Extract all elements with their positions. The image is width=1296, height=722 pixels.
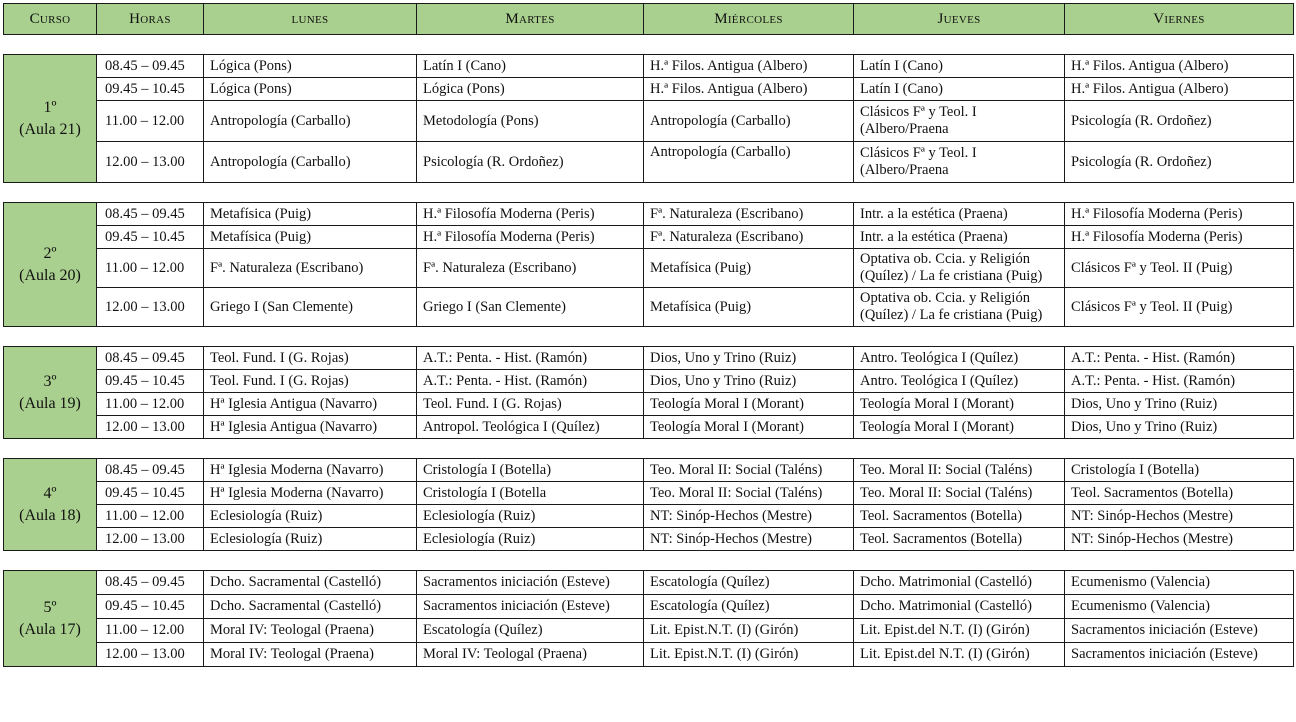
class-cell-jueves: Teo. Moral II: Social (Taléns): [854, 459, 1065, 482]
class-cell-martes: Eclesiología (Ruiz): [417, 528, 644, 551]
class-cell-lunes: Teol. Fund. I (G. Rojas): [204, 347, 417, 370]
class-cell-lunes: Eclesiología (Ruiz): [204, 528, 417, 551]
header-row: [4, 4, 1294, 35]
schedule-row: [4, 416, 1294, 439]
class-cell-jueves: Teología Moral I (Morant): [854, 416, 1065, 439]
class-cell-miercoles: Metafísica (Puig): [644, 288, 854, 327]
class-cell-martes: Teol. Fund. I (G. Rojas): [417, 393, 644, 416]
schedule-row: [4, 249, 1294, 288]
header-horas: Horas: [97, 4, 204, 35]
curso-label: 1º: [43, 98, 57, 116]
class-cell-lunes: Moral IV: Teologal (Praena): [204, 643, 417, 667]
class-cell-jueves: Dcho. Matrimonial (Castelló): [854, 571, 1065, 595]
class-cell-martes: Fª. Naturaleza (Escribano): [417, 249, 644, 288]
aula-label: (Aula 19): [19, 394, 81, 412]
schedule-row: [4, 101, 1294, 142]
schedule-row: [4, 619, 1294, 643]
spacer-cell: [4, 439, 1294, 459]
class-cell-viernes: Clásicos Fª y Teol. II (Puig): [1065, 249, 1294, 288]
header-curso: Curso: [4, 4, 97, 35]
hora-cell: 12.00 – 13.00: [97, 416, 204, 439]
class-cell-martes: Sacramentos iniciación (Esteve): [417, 595, 644, 619]
class-cell-miercoles: Lit. Epist.N.T. (I) (Girón): [644, 619, 854, 643]
spacer-cell: [4, 183, 1294, 203]
class-cell-jueves: Dcho. Matrimonial (Castelló): [854, 595, 1065, 619]
class-cell-miercoles: Escatología (Quílez): [644, 595, 854, 619]
schedule-row: [4, 393, 1294, 416]
class-cell-martes: Cristología I (Botella): [417, 459, 644, 482]
hora-cell: 12.00 – 13.00: [97, 288, 204, 327]
spacer-cell: [4, 327, 1294, 347]
class-cell-lunes: Teol. Fund. I (G. Rojas): [204, 370, 417, 393]
schedule-row: [4, 595, 1294, 619]
class-cell-martes: Eclesiología (Ruiz): [417, 505, 644, 528]
class-cell-viernes: Sacramentos iniciación (Esteve): [1065, 643, 1294, 667]
group-spacer: [4, 35, 1294, 55]
class-cell-lunes: Moral IV: Teologal (Praena): [204, 619, 417, 643]
hora-cell: 08.45 – 09.45: [97, 459, 204, 482]
class-cell-jueves: Teol. Sacramentos (Botella): [854, 505, 1065, 528]
class-cell-lunes: Lógica (Pons): [204, 78, 417, 101]
class-cell-viernes: H.ª Filos. Antigua (Albero): [1065, 55, 1294, 78]
class-cell-viernes: Psicología (R. Ordoñez): [1065, 142, 1294, 183]
class-cell-miercoles: Lit. Epist.N.T. (I) (Girón): [644, 643, 854, 667]
header-jueves: Jueves: [854, 4, 1065, 35]
class-cell-jueves: Clásicos Fª y Teol. I (Albero/Praena: [854, 101, 1065, 142]
schedule-row: [4, 528, 1294, 551]
group-spacer: [4, 327, 1294, 347]
class-cell-viernes: Ecumenismo (Valencia): [1065, 595, 1294, 619]
schedule-row: [4, 288, 1294, 327]
class-cell-viernes: H.ª Filosofía Moderna (Peris): [1065, 226, 1294, 249]
class-cell-jueves: Lit. Epist.del N.T. (I) (Girón): [854, 643, 1065, 667]
class-cell-viernes: NT: Sinóp-Hechos (Mestre): [1065, 528, 1294, 551]
class-cell-miercoles: Antropología (Carballo): [644, 142, 854, 183]
class-cell-jueves: Clásicos Fª y Teol. I (Albero/Praena: [854, 142, 1065, 183]
spacer-cell: [4, 551, 1294, 571]
class-cell-martes: H.ª Filosofía Moderna (Peris): [417, 203, 644, 226]
class-cell-martes: Moral IV: Teologal (Praena): [417, 643, 644, 667]
aula-label: (Aula 21): [19, 120, 81, 138]
hora-cell: 11.00 – 12.00: [97, 393, 204, 416]
group-spacer: [4, 439, 1294, 459]
aula-label: (Aula 17): [19, 620, 81, 638]
class-cell-viernes: H.ª Filosofía Moderna (Peris): [1065, 203, 1294, 226]
hora-cell: 08.45 – 09.45: [97, 55, 204, 78]
class-cell-martes: Metodología (Pons): [417, 101, 644, 142]
curso-cell: [4, 459, 97, 551]
class-cell-lunes: Metafísica (Puig): [204, 226, 417, 249]
class-cell-miercoles: Teo. Moral II: Social (Taléns): [644, 482, 854, 505]
schedule-row: [4, 571, 1294, 595]
hora-cell: 12.00 – 13.00: [97, 643, 204, 667]
class-cell-jueves: Optativa ob. Ccia. y Religión (Quílez) / La fe cristiana (Puig): [854, 288, 1065, 327]
class-cell-miercoles: Dios, Uno y Trino (Ruiz): [644, 347, 854, 370]
aula-label: (Aula 20): [19, 266, 81, 284]
class-cell-jueves: Optativa ob. Ccia. y Religión (Quílez) / La fe cristiana (Puig): [854, 249, 1065, 288]
group-spacer: [4, 551, 1294, 571]
class-cell-lunes: Metafísica (Puig): [204, 203, 417, 226]
class-cell-lunes: Antropología (Carballo): [204, 101, 417, 142]
class-cell-miercoles: Escatología (Quílez): [644, 571, 854, 595]
class-cell-jueves: Intr. a la estética (Praena): [854, 203, 1065, 226]
header-miercoles: Miércoles: [644, 4, 854, 35]
class-cell-lunes: Lógica (Pons): [204, 55, 417, 78]
schedule-row: [4, 203, 1294, 226]
class-cell-viernes: A.T.: Penta. - Hist. (Ramón): [1065, 370, 1294, 393]
class-cell-viernes: H.ª Filos. Antigua (Albero): [1065, 78, 1294, 101]
class-cell-jueves: Teología Moral I (Morant): [854, 393, 1065, 416]
class-cell-viernes: Clásicos Fª y Teol. II (Puig): [1065, 288, 1294, 327]
class-cell-martes: H.ª Filosofía Moderna (Peris): [417, 226, 644, 249]
aula-label: (Aula 18): [19, 506, 81, 524]
class-cell-miercoles: Fª. Naturaleza (Escribano): [644, 226, 854, 249]
hora-cell: 08.45 – 09.45: [97, 347, 204, 370]
schedule-table: [3, 3, 1294, 667]
class-cell-jueves: Teo. Moral II: Social (Taléns): [854, 482, 1065, 505]
hora-cell: 09.45 – 10.45: [97, 370, 204, 393]
class-cell-viernes: A.T.: Penta. - Hist. (Ramón): [1065, 347, 1294, 370]
class-cell-miercoles: Antropología (Carballo): [644, 101, 854, 142]
spacer-cell: [4, 35, 1294, 55]
class-cell-viernes: Sacramentos iniciación (Esteve): [1065, 619, 1294, 643]
class-cell-viernes: Dios, Uno y Trino (Ruiz): [1065, 416, 1294, 439]
schedule-row: [4, 643, 1294, 667]
class-cell-jueves: Intr. a la estética (Praena): [854, 226, 1065, 249]
class-cell-lunes: Hª Iglesia Moderna (Navarro): [204, 482, 417, 505]
class-cell-lunes: Hª Iglesia Moderna (Navarro): [204, 459, 417, 482]
header-martes: Martes: [417, 4, 644, 35]
class-cell-miercoles: H.ª Filos. Antigua (Albero): [644, 78, 854, 101]
class-cell-jueves: Antro. Teológica I (Quílez): [854, 370, 1065, 393]
class-cell-jueves: Antro. Teológica I (Quílez): [854, 347, 1065, 370]
class-cell-martes: Psicología (R. Ordoñez): [417, 142, 644, 183]
schedule-row: [4, 459, 1294, 482]
class-cell-jueves: Lit. Epist.del N.T. (I) (Girón): [854, 619, 1065, 643]
class-cell-lunes: Hª Iglesia Antigua (Navarro): [204, 416, 417, 439]
hora-cell: 11.00 – 12.00: [97, 101, 204, 142]
class-cell-martes: Griego I (San Clemente): [417, 288, 644, 327]
class-cell-lunes: Fª. Naturaleza (Escribano): [204, 249, 417, 288]
schedule-row: [4, 505, 1294, 528]
hora-cell: 09.45 – 10.45: [97, 226, 204, 249]
class-cell-viernes: Ecumenismo (Valencia): [1065, 571, 1294, 595]
class-cell-miercoles: Teología Moral I (Morant): [644, 393, 854, 416]
curso-cell: [4, 203, 97, 327]
class-cell-miercoles: Dios, Uno y Trino (Ruiz): [644, 370, 854, 393]
schedule-row: [4, 482, 1294, 505]
class-cell-viernes: Cristología I (Botella): [1065, 459, 1294, 482]
curso-label: 4º: [43, 484, 57, 502]
class-cell-martes: Cristología I (Botella: [417, 482, 644, 505]
class-cell-jueves: Latín I (Cano): [854, 55, 1065, 78]
class-cell-jueves: Latín I (Cano): [854, 78, 1065, 101]
class-cell-martes: Lógica (Pons): [417, 78, 644, 101]
hora-cell: 08.45 – 09.45: [97, 203, 204, 226]
class-cell-viernes: Psicología (R. Ordoñez): [1065, 101, 1294, 142]
class-cell-lunes: Eclesiología (Ruiz): [204, 505, 417, 528]
class-cell-miercoles: Teo. Moral II: Social (Taléns): [644, 459, 854, 482]
hora-cell: 08.45 – 09.45: [97, 571, 204, 595]
class-cell-miercoles: Metafísica (Puig): [644, 249, 854, 288]
class-cell-martes: Escatología (Quílez): [417, 619, 644, 643]
hora-cell: 09.45 – 10.45: [97, 482, 204, 505]
class-cell-miercoles: H.ª Filos. Antigua (Albero): [644, 55, 854, 78]
hora-cell: 09.45 – 10.45: [97, 595, 204, 619]
schedule-body: [4, 35, 1294, 667]
header-lunes: lunes: [204, 4, 417, 35]
schedule-row: [4, 226, 1294, 249]
class-cell-martes: Antropol. Teológica I (Quílez): [417, 416, 644, 439]
hora-cell: 09.45 – 10.45: [97, 78, 204, 101]
curso-cell: [4, 347, 97, 439]
class-cell-jueves: Teol. Sacramentos (Botella): [854, 528, 1065, 551]
class-cell-lunes: Griego I (San Clemente): [204, 288, 417, 327]
class-cell-martes: Latín I (Cano): [417, 55, 644, 78]
schedule-row: [4, 142, 1294, 183]
class-cell-miercoles: Fª. Naturaleza (Escribano): [644, 203, 854, 226]
schedule-row: [4, 347, 1294, 370]
curso-cell: [4, 571, 97, 667]
class-cell-lunes: Antropología (Carballo): [204, 142, 417, 183]
class-cell-martes: Sacramentos iniciación (Esteve): [417, 571, 644, 595]
class-cell-viernes: Teol. Sacramentos (Botella): [1065, 482, 1294, 505]
class-cell-viernes: Dios, Uno y Trino (Ruiz): [1065, 393, 1294, 416]
hora-cell: 11.00 – 12.00: [97, 249, 204, 288]
curso-label: 2º: [43, 244, 57, 262]
class-cell-viernes: NT: Sinóp-Hechos (Mestre): [1065, 505, 1294, 528]
curso-label: 5º: [43, 598, 57, 616]
header-viernes: Viernes: [1065, 4, 1294, 35]
group-spacer: [4, 183, 1294, 203]
class-cell-miercoles: Teología Moral I (Morant): [644, 416, 854, 439]
class-cell-miercoles: NT: Sinóp-Hechos (Mestre): [644, 505, 854, 528]
curso-cell: [4, 55, 97, 183]
curso-label: 3º: [43, 372, 57, 390]
class-cell-martes: A.T.: Penta. - Hist. (Ramón): [417, 370, 644, 393]
class-cell-lunes: Dcho. Sacramental (Castelló): [204, 595, 417, 619]
schedule-row: [4, 370, 1294, 393]
hora-cell: 12.00 – 13.00: [97, 142, 204, 183]
class-cell-miercoles: NT: Sinóp-Hechos (Mestre): [644, 528, 854, 551]
hora-cell: 12.00 – 13.00: [97, 528, 204, 551]
class-cell-martes: A.T.: Penta. - Hist. (Ramón): [417, 347, 644, 370]
schedule-row: [4, 55, 1294, 78]
class-cell-lunes: Hª Iglesia Antigua (Navarro): [204, 393, 417, 416]
hora-cell: 11.00 – 12.00: [97, 619, 204, 643]
hora-cell: 11.00 – 12.00: [97, 505, 204, 528]
class-cell-lunes: Dcho. Sacramental (Castelló): [204, 571, 417, 595]
schedule-row: [4, 78, 1294, 101]
